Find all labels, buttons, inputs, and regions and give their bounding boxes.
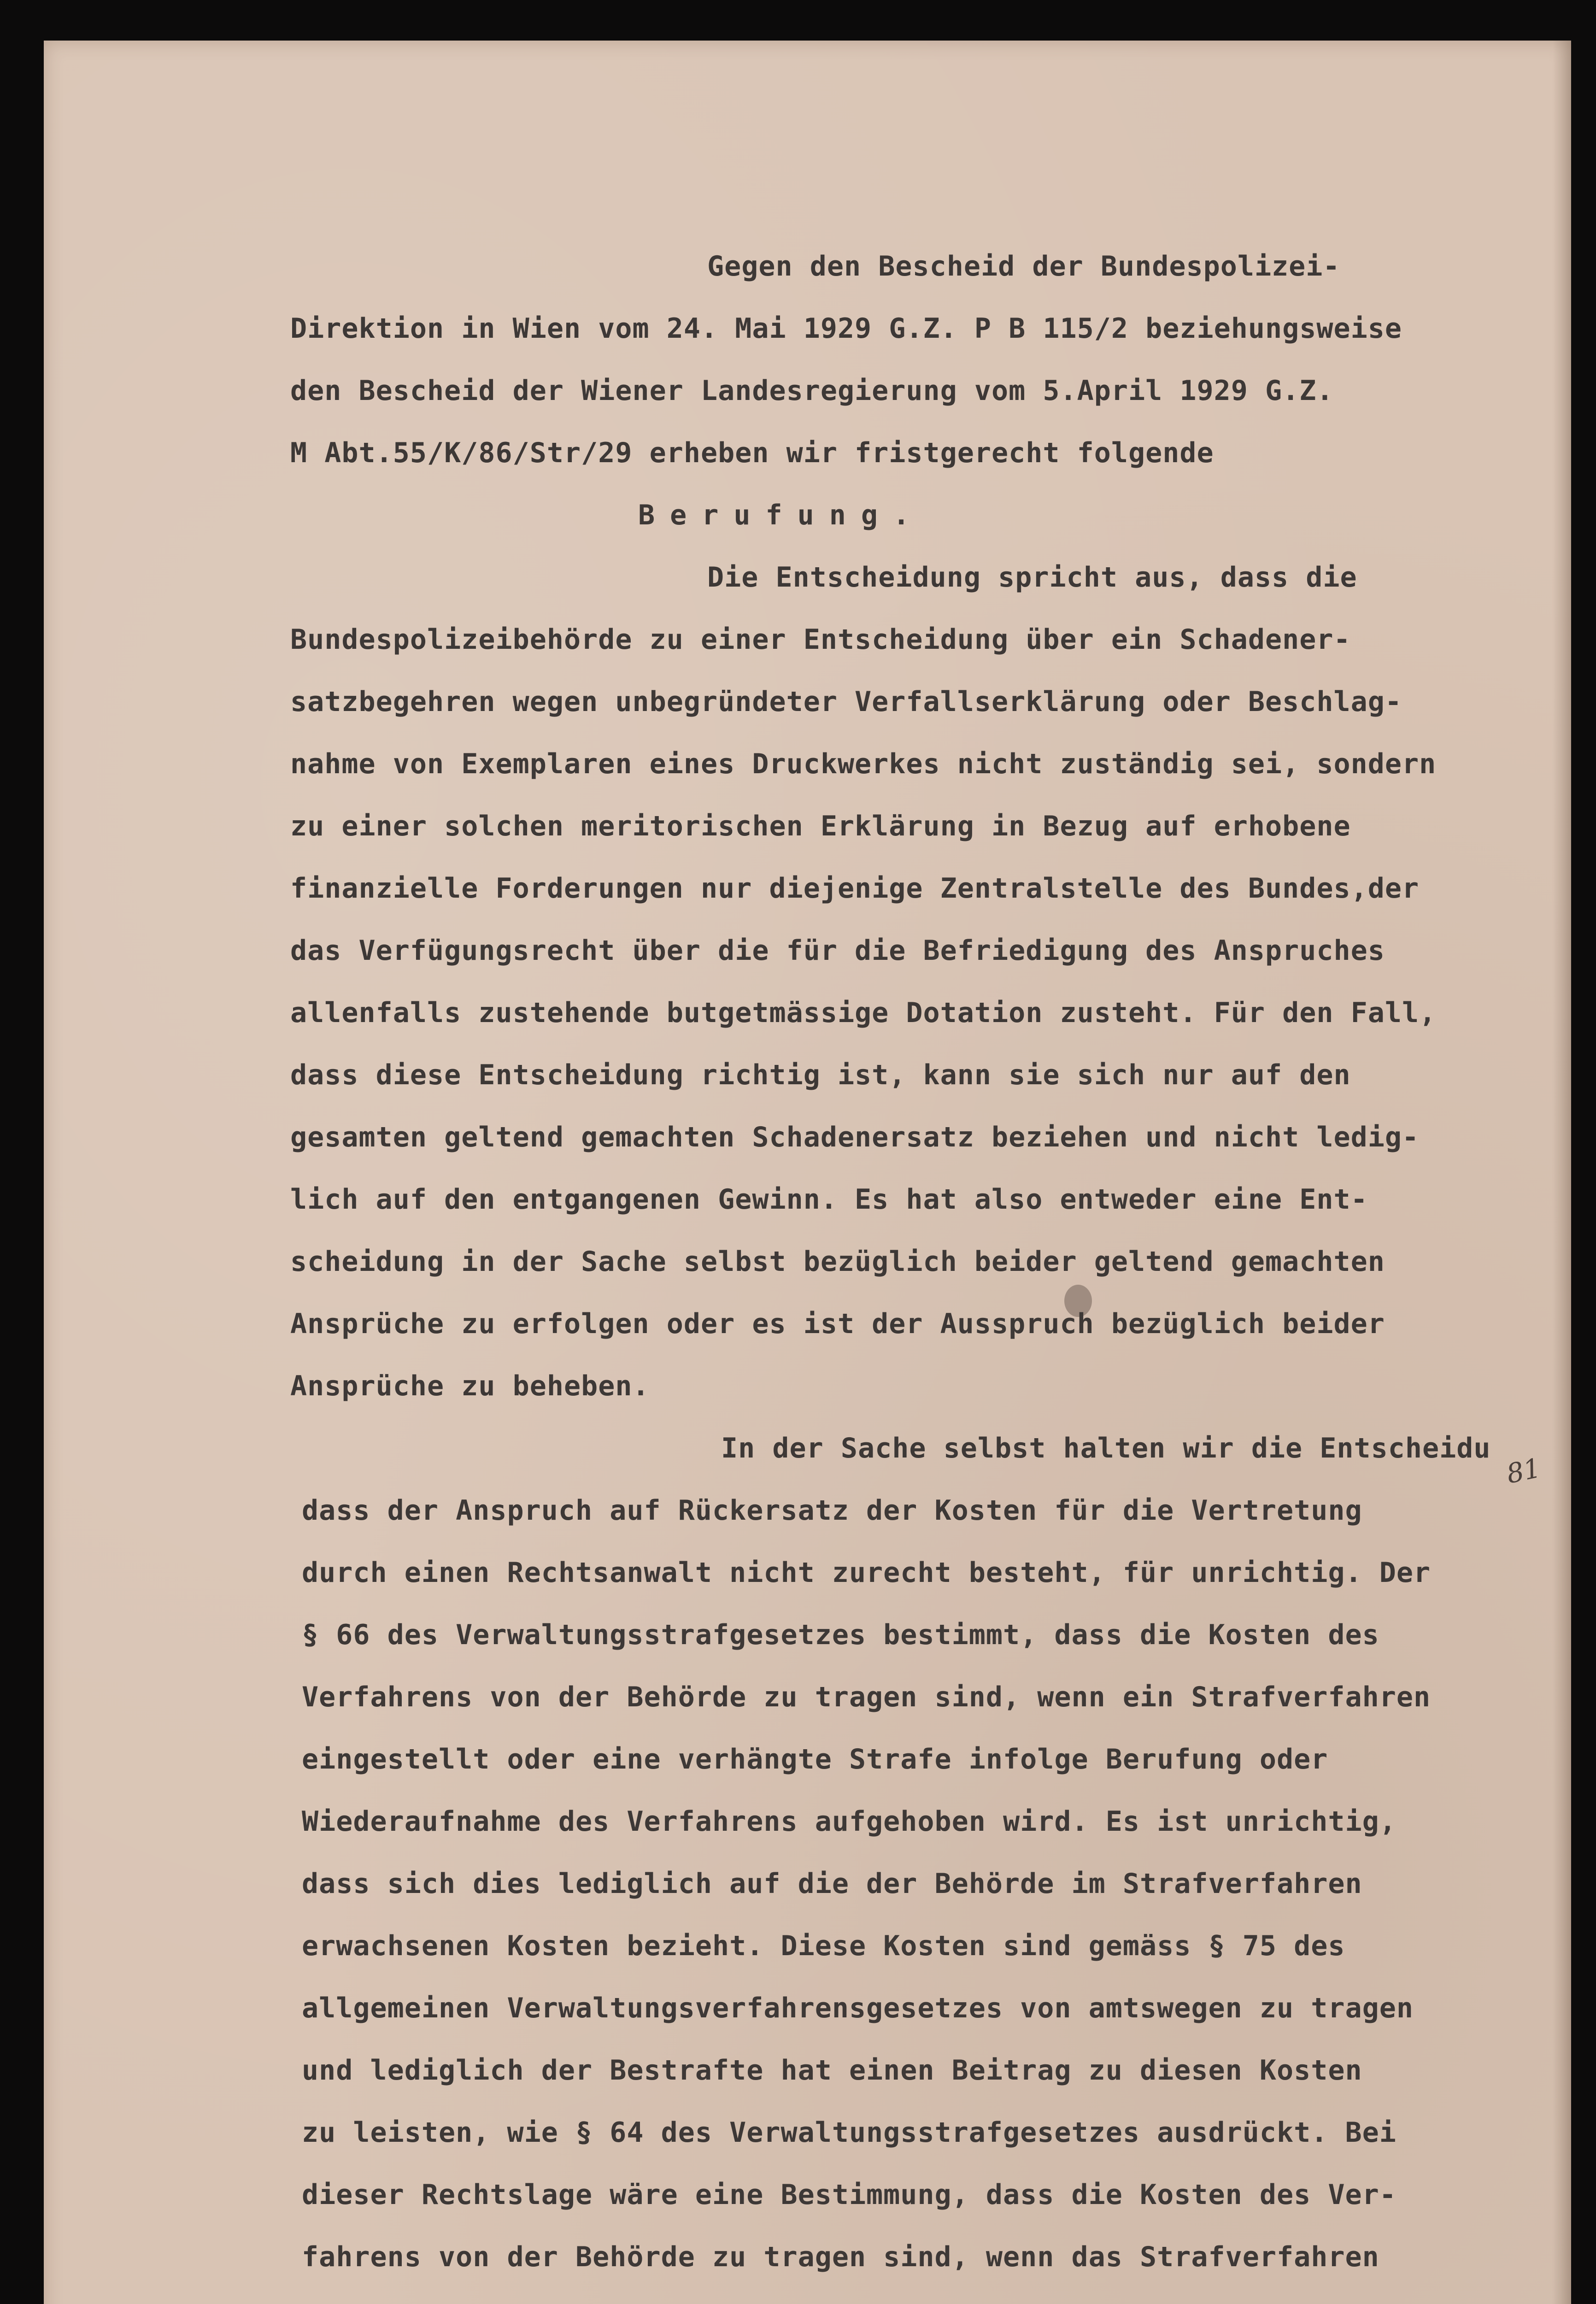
text-line: § 66 des Verwaltungsstrafgesetzes bestimmt, dass die Kosten des [302, 1619, 1379, 1651]
document-page [44, 41, 1571, 2304]
text-line: Verfahrens von der Behörde zu tragen sind, wenn ein Strafverfahren [302, 1681, 1431, 1713]
text-line: allgemeinen Verwaltungsverfahrensgesetzes von amtswegen zu tragen [302, 1992, 1414, 2024]
text-line: dieser Rechtslage wäre eine Bestimmung, dass die Kosten des Ver- [302, 2179, 1396, 2211]
text-line: Ansprüche zu beheben. [290, 1370, 650, 1402]
page-edge-shadow [1553, 41, 1571, 2304]
text-line: satzbegehren wegen unbegründeter Verfallserklärung oder Beschlag- [290, 686, 1402, 718]
text-line: scheidung in der Sache selbst bezüglich beider geltend gemachten [290, 1246, 1385, 1278]
text-line: Bundespolizeibehörde zu einer Entscheidung über ein Schadener- [290, 623, 1351, 656]
text-line: allenfalls zustehende butgetmässige Dotation zusteht. Für den Fall, [290, 997, 1437, 1029]
text-line: und lediglich der Bestrafte hat einen Beitrag zu diesen Kosten [302, 2054, 1362, 2087]
section-heading: Berufung. [638, 499, 925, 531]
text-line: zu einer solchen meritorischen Erklärung in Bezug auf erhobene [290, 810, 1351, 842]
text-line: eingestellt oder eine verhängte Strafe infolge Berufung oder [302, 1743, 1328, 1775]
text-line: dass sich dies lediglich auf die der Behörde im Strafverfahren [302, 1868, 1362, 1900]
text-line: nahme von Exemplaren eines Druckwerkes nicht zuständig sei, sondern [290, 748, 1437, 780]
text-line: finanzielle Forderungen nur diejenige Zentralstelle des Bundes,der [290, 872, 1420, 905]
text-line: zu leisten, wie § 64 des Verwaltungsstrafgesetzes ausdrückt. Bei [302, 2116, 1396, 2149]
text-line: erwachsenen Kosten bezieht. Diese Kosten sind gemäss § 75 des [302, 1930, 1345, 1962]
text-line: lich auf den entgangenen Gewinn. Es hat also entweder eine Ent- [290, 1183, 1368, 1216]
text-line: durch einen Rechtsanwalt nicht zurecht besteht, für unrichtig. Der [302, 1557, 1431, 1589]
text-line: gesamten geltend gemachten Schadenersatz beziehen und nicht ledig- [290, 1121, 1420, 1153]
text-line: dass der Anspruch auf Rückersatz der Kosten für die Vertretung [302, 1494, 1362, 1527]
margin-page-number: 81 [1503, 1452, 1544, 1490]
text-line: das Verfügungsrecht über die für die Befriedigung des Anspruches [290, 935, 1385, 967]
text-line: dass diese Entscheidung richtig ist, kann sie sich nur auf den [290, 1059, 1351, 1091]
text-line: Ansprüche zu erfolgen oder es ist der Ausspruch bezüglich beider [290, 1308, 1385, 1340]
text-line: In der Sache selbst halten wir die Entscheidu [721, 1432, 1491, 1464]
text-line: Gegen den Bescheid der Bundespolizei- [707, 250, 1340, 282]
text-line: den Bescheid der Wiener Landesregierung vom 5.April 1929 G.Z. [290, 375, 1334, 407]
text-line: Wiederaufnahme des Verfahrens aufgehoben wird. Es ist unrichtig, [302, 1805, 1396, 1838]
text-line: fahrens von der Behörde zu tragen sind, wenn das Strafverfahren [302, 2241, 1379, 2273]
text-line: M Abt.55/K/86/Str/29 erheben wir fristgerecht folgende [290, 437, 1214, 469]
text-line: Direktion in Wien vom 24. Mai 1929 G.Z. P B 115/2 beziehungsweise [290, 312, 1402, 345]
text-line: Die Entscheidung spricht aus, dass die [707, 561, 1357, 594]
